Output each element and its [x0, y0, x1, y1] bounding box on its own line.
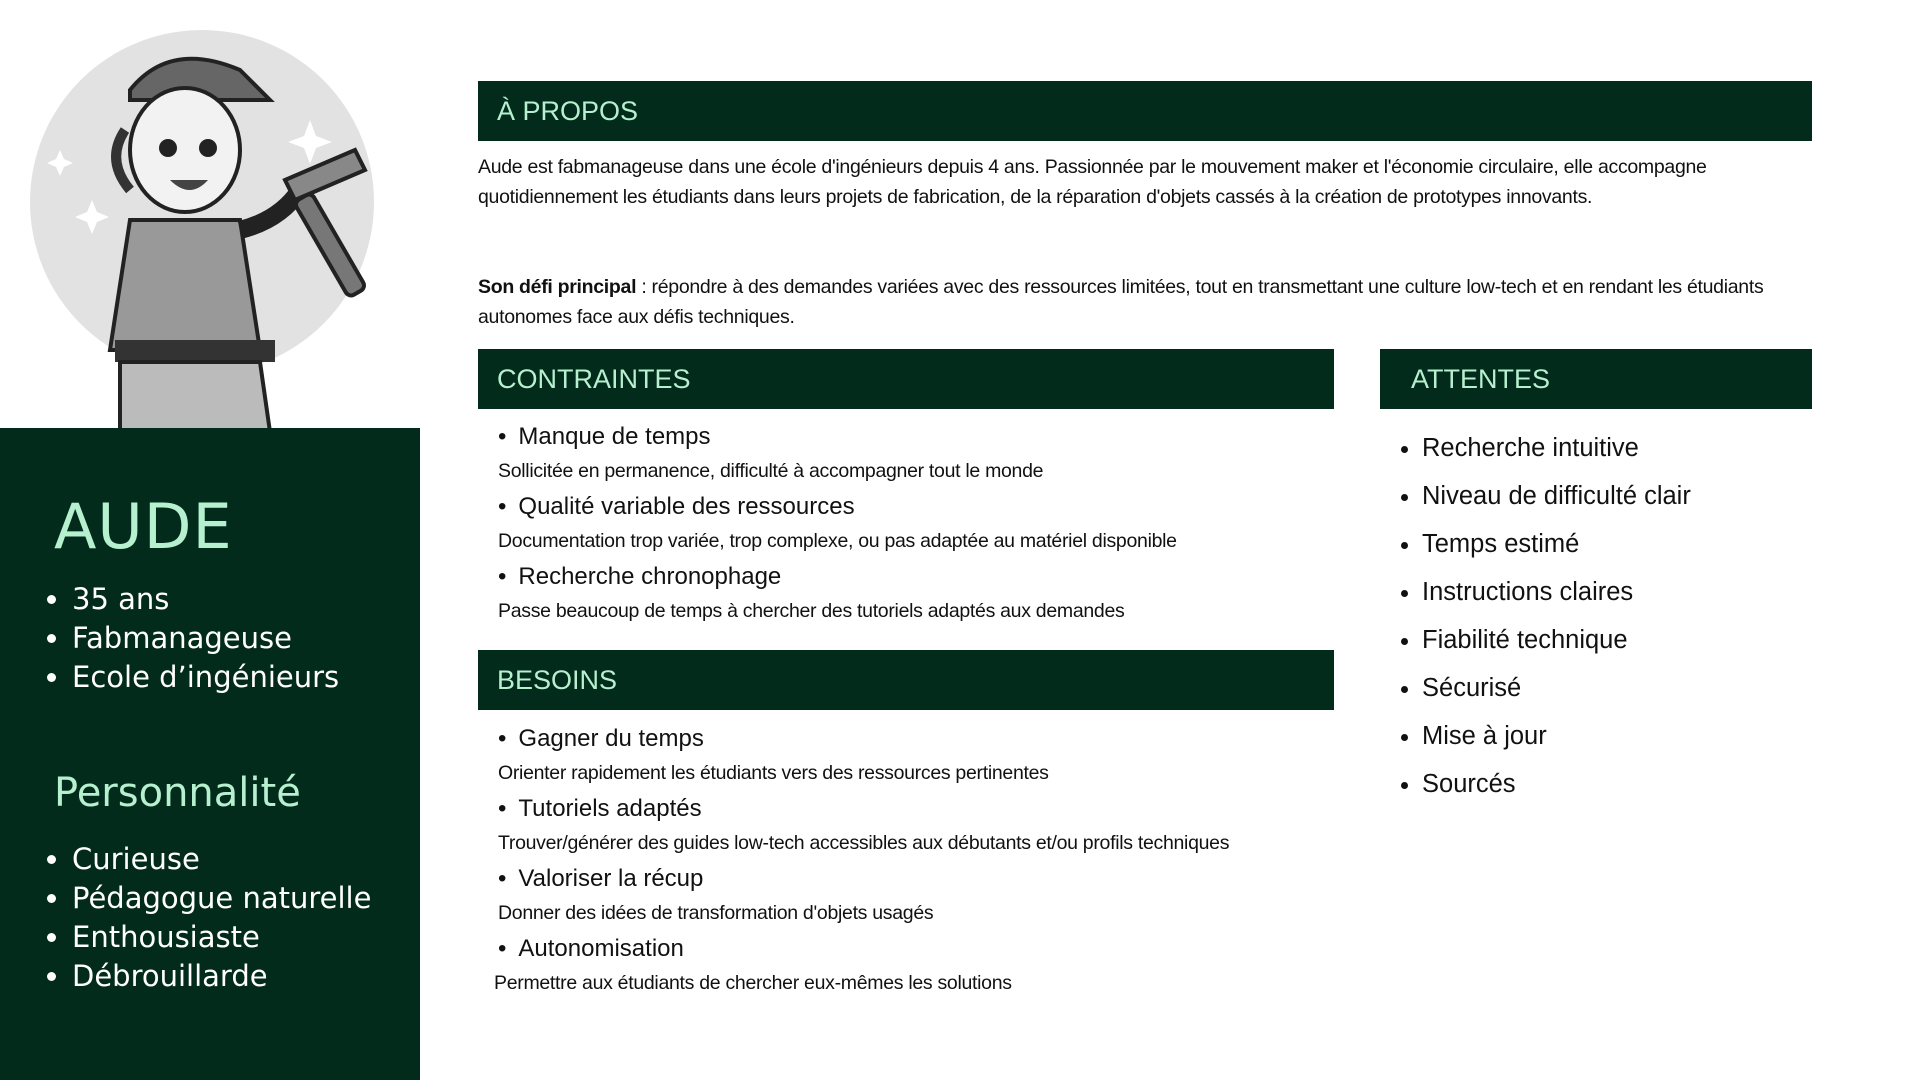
personality-list — [44, 840, 371, 996]
expectation-item: • Mise à jour — [1422, 718, 1691, 766]
profile-facts — [44, 580, 339, 697]
personality-item: • Débrouillarde — [72, 957, 371, 996]
challenge-text — [478, 272, 1812, 332]
personality-item: • Enthousiaste — [72, 918, 371, 957]
personality-item: • Curieuse — [72, 840, 371, 879]
personality-item: • Pédagogue naturelle — [72, 879, 371, 918]
about-header: À PROPOS — [478, 81, 1812, 141]
constraints-header: CONTRAINTES — [478, 349, 1334, 409]
constraint-item: • Recherche chronophage Passe beaucoup de temps à chercher des tutoriels adaptés aux demandes — [498, 563, 1124, 623]
need-item: • Autonomisation Permettre aux étudiants de chercher eux-mêmes les solutions — [494, 935, 1012, 995]
expectations-list — [1398, 430, 1691, 814]
fact-item: • Ecole d’ingénieurs — [72, 658, 339, 697]
expectations-header: ATTENTES — [1380, 349, 1812, 409]
need-item: • Gagner du temps Orienter rapidement les étudiants vers des ressources pertinentes — [498, 725, 1049, 785]
expectation-item: • Sourcés — [1422, 766, 1691, 814]
need-item: • Valoriser la récup Donner des idées de transformation d'objets usagés — [498, 865, 933, 925]
needs-header: BESOINS — [478, 650, 1334, 710]
constraint-item: • Qualité variable des ressources Documentation trop variée, trop complexe, ou pas adaptée au matériel disponible — [498, 493, 1177, 553]
expectation-item: • Temps estimé — [1422, 526, 1691, 574]
expectation-item: • Fiabilité technique — [1422, 622, 1691, 670]
need-item: • Tutoriels adaptés Trouver/générer des guides low-tech accessibles aux débutants et/ou profils techniques — [498, 795, 1229, 855]
about-text: Aude est fabmanageuse dans une école d'ingénieurs depuis 4 ans. Passionnée par le mouvement maker et l'économie circulaire, elle accompagne quotidiennement les étudiants dans leurs projets de fabrication, de la réparation d'objets cassés à la création de prototypes innovants. — [478, 156, 1707, 208]
fact-item: • Fabmanageuse — [72, 619, 339, 658]
constraint-item: • Manque de temps Sollicitée en permanence, difficulté à accompagner tout le monde — [498, 423, 1043, 483]
challenge-label: Son défi principal — [478, 276, 637, 298]
expectation-item: • Recherche intuitive — [1422, 430, 1691, 478]
challenge-body: : répondre à des demandes variées avec des ressources limitées, tout en transmettant une culture low-tech et en rendant les étudiants autonomes face aux défis techniques. — [478, 276, 1764, 328]
expectation-item: • Niveau de difficulté clair — [1422, 478, 1691, 526]
personality-title: Personnalité — [54, 770, 301, 816]
avatar-illustration — [20, 20, 400, 430]
expectation-item: • Instructions claires — [1422, 574, 1691, 622]
fact-item: • 35 ans — [72, 580, 339, 619]
expectation-item: • Sécurisé — [1422, 670, 1691, 718]
persona-name: AUDE — [54, 490, 233, 563]
